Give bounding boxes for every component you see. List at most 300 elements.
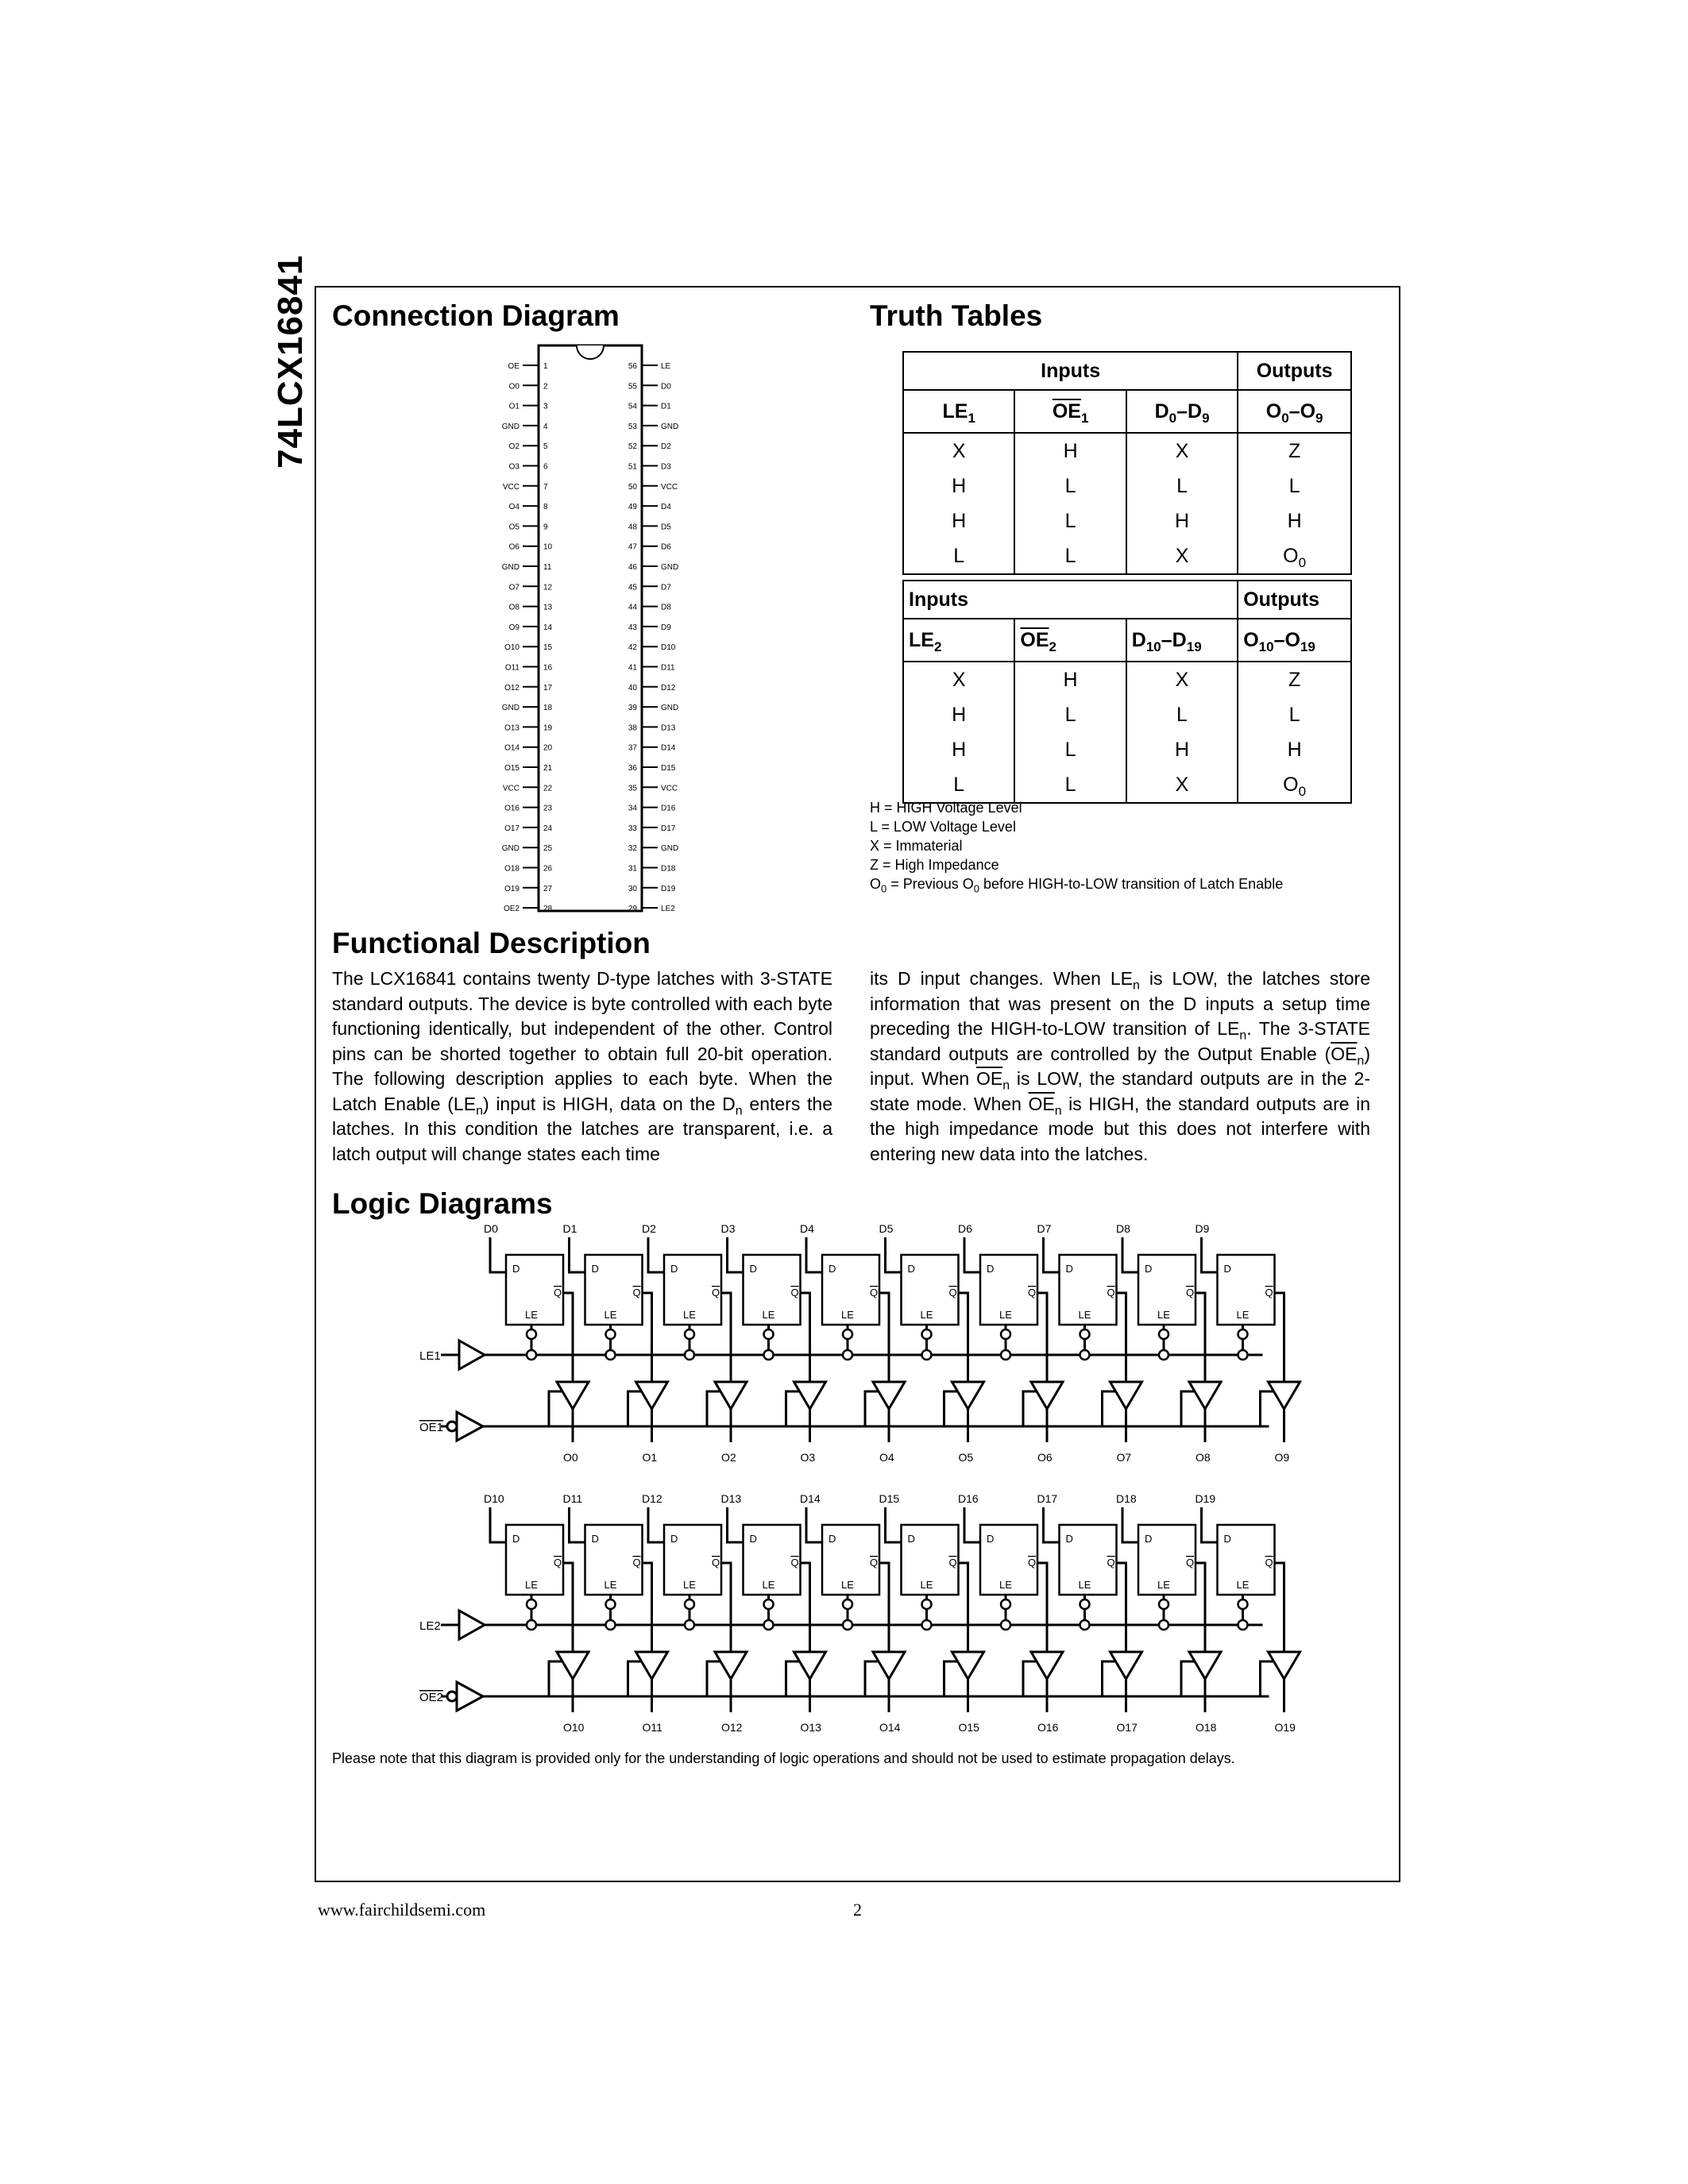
output-buffer [557,1652,589,1679]
latch-le-bubble [606,1599,616,1609]
output-label: O18 [1196,1721,1217,1734]
logic-diagrams-heading: Logic Diagrams [332,1187,553,1220]
pin-name: VCC [661,482,678,492]
connection-diagram [477,338,699,921]
latch-le-label: LE [999,1579,1012,1591]
pin-number: 47 [628,542,637,552]
pin-name: O11 [504,663,520,673]
latch-le-label: LE [841,1579,854,1591]
d-input-label: D9 [1195,1223,1210,1235]
ic-notch [577,345,604,359]
le-junction [1238,1350,1248,1360]
tt2-col-d: $D_{10}-D_{19}$ [1126,619,1238,662]
latch-q-label: Q [790,1557,799,1569]
latch-le-label: LE [999,1309,1012,1321]
pin-name: D16 [661,804,676,813]
d-input-label: D12 [642,1492,662,1505]
tt1-row: X H X Z [903,433,1351,469]
d-input-label: D1 [562,1223,577,1235]
truth-tables-heading: Truth Tables [870,299,1043,332]
latch-le-bubble [1080,1329,1090,1339]
diagram-note: Please note that this diagram is provided only for the understanding of logic operations and should not be used to estimate propagation delays. [332,1750,1235,1766]
le-junction [843,1350,852,1360]
pin-number: 12 [543,583,553,592]
latch-le-label: LE [683,1579,696,1591]
d-input-label: D6 [958,1223,972,1235]
pin-name: O13 [504,723,520,733]
pin-number: 7 [543,482,548,492]
d-input-label: D2 [642,1223,656,1235]
latch-le-bubble [1080,1599,1090,1609]
latch-q-label: Q [1186,1557,1195,1569]
le-junction [922,1350,932,1360]
pin-name: D1 [661,402,671,411]
latch-le-label: LE [1236,1309,1250,1321]
pin-name: O9 [508,623,520,632]
latch-d-label: D [670,1533,678,1545]
pin-number: 39 [628,704,637,713]
latch-q-label: Q [1028,1287,1037,1298]
oe-bubble [447,1422,457,1431]
pin-name: D5 [661,523,671,532]
latch-le-bubble [843,1329,852,1339]
pin-number: 55 [628,382,637,392]
pin-name: D2 [661,442,671,452]
connection-diagram-heading: Connection Diagram [332,299,620,332]
latch-le-bubble [922,1329,932,1339]
pin-number: 30 [628,884,637,893]
pin-name: GND [501,563,520,572]
latch-q-label: Q [1186,1287,1195,1298]
output-buffer [636,1382,668,1409]
latch-le-label: LE [762,1309,775,1321]
tt1-col-o: $O_0-O_9$ [1238,390,1351,433]
tt1-col-le: $LE_1$ [903,390,1014,433]
pin-name: D3 [661,462,671,472]
latch-q-label: Q [1265,1287,1273,1298]
latch-q-label: Q [554,1557,562,1569]
output-buffer [1189,1382,1221,1409]
pin-name: O1 [508,402,520,411]
pin-number: 4 [543,422,548,431]
latch-le-bubble [1238,1599,1248,1609]
latch-le-label: LE [920,1309,933,1321]
tt2-row: H L L L [903,697,1351,732]
pin-number: 13 [543,603,553,612]
pin-number: 25 [543,844,553,854]
output-label: O2 [721,1451,736,1464]
pin-name: O6 [508,542,520,552]
pin-number: 36 [628,764,637,773]
pin-name: O5 [508,523,520,532]
pin-number: 52 [628,442,637,452]
output-buffer [1031,1652,1063,1679]
pin-name: GND [661,704,679,713]
tt1-col-oe: $\overline{OE}_1$ [1014,390,1126,433]
pin-number: 8 [543,503,548,512]
oe-label: OE1 [419,1421,444,1434]
pin-number: 35 [628,784,637,793]
output-buffer [1031,1382,1063,1409]
latch-d-label: D [829,1533,836,1545]
pin-name: O16 [504,804,520,813]
latch-le-label: LE [683,1309,696,1321]
le-junction [1001,1620,1010,1630]
pin-number: 5 [543,442,548,452]
pin-number: 19 [543,723,553,733]
d-input-label: D11 [562,1492,583,1505]
pin-number: 41 [628,663,637,673]
pin-number: 42 [628,643,637,653]
pin-number: 37 [628,743,637,753]
pin-number: 27 [543,884,553,893]
latch-le-label: LE [1157,1309,1170,1321]
pin-number: 14 [543,623,553,632]
pin-number: 51 [628,462,637,472]
pin-number: 45 [628,583,637,592]
d-input-label: D17 [1037,1492,1058,1505]
tt1-row: H L H H [903,504,1351,538]
pin-name: D7 [661,583,671,592]
output-label: O1 [642,1451,658,1464]
footer-url: www.fairchildsemi.com [318,1900,486,1920]
latch-q-label: Q [1028,1557,1037,1569]
footer-page-number: 2 [853,1900,862,1920]
pin-number: 54 [628,402,637,411]
pin-number: 31 [628,864,637,874]
tt2-col-o: $O_{10}-O_{19}$ [1238,619,1351,662]
output-buffer [794,1652,826,1679]
latch-le-label: LE [604,1579,617,1591]
latch-d-label: D [591,1263,599,1275]
d-input-label: D13 [720,1492,742,1505]
pin-number: 43 [628,623,637,632]
tt2-col-oe: $\overline{OE}_2$ [1014,619,1126,662]
tt2-row: H L H H [903,732,1351,767]
tt1-outputs: Outputs [1238,352,1351,390]
oe-inverter [457,1682,483,1711]
pin-number: 26 [543,864,553,874]
le-junction [606,1620,616,1630]
output-label: O3 [800,1451,816,1464]
output-buffer [715,1652,747,1679]
pin-name: OE [508,362,520,371]
pin-name: O18 [504,864,520,874]
output-label: O19 [1274,1721,1296,1734]
latch-q-label: Q [712,1557,720,1569]
pin-number: 20 [543,743,553,753]
latch-le-bubble [527,1329,536,1339]
pin-number: 29 [628,905,637,914]
output-label: O7 [1116,1451,1132,1464]
output-label: O15 [958,1721,979,1734]
d-input-label: D10 [484,1492,504,1505]
pin-name: GND [661,563,679,572]
output-label: O5 [958,1451,974,1464]
latch-le-bubble [764,1599,774,1609]
d-input-label: D4 [800,1223,814,1235]
le-buffer [459,1611,485,1639]
output-label: O8 [1196,1451,1211,1464]
latch-le-bubble [1001,1599,1010,1609]
output-label: O9 [1274,1451,1290,1464]
output-buffer [1111,1652,1142,1679]
pin-name: O19 [504,884,520,893]
output-buffer [715,1382,747,1409]
latch-d-label: D [1065,1533,1073,1545]
pin-number: 23 [543,804,553,813]
output-buffer [1269,1652,1300,1679]
latch-q-label: Q [948,1557,957,1569]
latch-le-label: LE [920,1579,933,1591]
latch-le-bubble [843,1599,852,1609]
oe-label: OE2 [419,1691,444,1704]
pin-number: 33 [628,824,637,833]
latch-le-bubble [1238,1329,1248,1339]
latch-le-bubble [1159,1329,1168,1339]
pin-number: 11 [543,563,552,572]
pin-name: O15 [504,764,520,773]
d-input-label: D0 [484,1223,498,1235]
functional-description-heading: Functional Description [332,927,651,959]
d-input-label: D15 [879,1492,900,1505]
pin-name: GND [501,844,520,854]
le-label: LE2 [419,1619,441,1633]
latch-le-label: LE [1157,1579,1170,1591]
pin-number: 48 [628,523,637,532]
pin-name: D17 [661,824,676,833]
latch-le-label: LE [1078,1579,1091,1591]
pin-name: O10 [504,643,520,653]
le-junction [606,1350,616,1360]
output-label: O0 [563,1451,578,1464]
tt2-row: L L X $O_0$ [903,767,1351,803]
latch-d-label: D [987,1533,995,1545]
pin-number: 6 [543,462,548,472]
latch-le-bubble [527,1599,536,1609]
latch-d-label: D [1223,1533,1231,1545]
pin-name: D10 [661,643,676,653]
ic-body [539,345,642,914]
le-junction [685,1350,694,1360]
pin-number: 15 [543,643,553,653]
pin-name: D11 [661,663,675,673]
pin-number: 22 [543,784,553,793]
latch-d-label: D [1145,1533,1153,1545]
pin-name: O3 [508,462,520,472]
pin-number: 38 [628,723,637,733]
truth-table-2 [902,580,1352,804]
d-input-label: D14 [800,1492,821,1505]
latch-d-label: D [749,1533,757,1545]
tt2-col-le: $LE_2$ [903,619,1014,662]
logic-row-2 [419,1492,1300,1734]
pin-name: VCC [661,784,678,793]
pin-name: VCC [502,482,520,492]
output-label: O13 [800,1721,821,1734]
pin-name: GND [501,704,520,713]
pin-name: O7 [508,583,520,592]
oe-bubble [447,1692,457,1701]
pin-number: 46 [628,563,637,572]
output-buffer [636,1652,668,1679]
pin-number: 1 [543,362,548,371]
pin-number: 28 [543,905,553,914]
pin-name: O2 [508,442,520,452]
pin-name: O8 [508,603,520,612]
le-junction [1080,1350,1090,1360]
tt1-row: H L L L [903,469,1351,504]
pin-name: O4 [508,503,520,512]
pin-number: 56 [628,362,637,371]
tt2-row: X H X Z [903,662,1351,697]
output-buffer [557,1382,589,1409]
d-input-label: D7 [1037,1223,1052,1235]
latch-le-bubble [764,1329,774,1339]
latch-le-bubble [1001,1329,1010,1339]
logic-row-1 [419,1223,1300,1464]
pin-name: GND [661,422,679,431]
pin-number: 49 [628,503,637,512]
output-buffer [1111,1382,1142,1409]
latch-d-label: D [670,1263,678,1275]
tt1-row: L L X $O_0$ [903,538,1351,574]
d-input-label: D3 [720,1223,736,1235]
pin-name: OE2 [503,905,520,914]
functional-paragraph-2: its D input changes. When $LE_n$ is LOW, the latches store information that was present on the D inputs a setup time preceding the HIGH-to-LOW transition of $LE_n$. The 3-STATE standard outputs are controlled by the Output Enable $(\overline{OE}_n)$ input. When $\overline{OE}_n$ is LOW, the standard outputs are in the 2-state mode. When $\overline{OE}_n$ is HIGH, the standard outputs are in the high impedance mode but this does not interfere with entering new data into the latches. [870,968,1370,1164]
tt1-col-d: $D_0-D_9$ [1126,390,1238,433]
output-buffer [952,1652,984,1679]
pin-name: D19 [661,884,676,893]
output-label: O16 [1037,1721,1059,1734]
latch-d-label: D [1145,1263,1153,1275]
latch-d-label: D [591,1533,599,1545]
pin-number: 40 [628,683,637,693]
pin-name: D9 [661,623,671,632]
pin-name: D14 [661,743,676,753]
latch-le-label: LE [525,1309,538,1321]
le-junction [1238,1620,1248,1630]
latch-d-label: D [829,1263,836,1275]
le-junction [527,1350,536,1360]
output-label: O10 [563,1721,585,1734]
latch-d-label: D [907,1263,915,1275]
truth-table-1 [902,351,1352,575]
pin-name: GND [661,844,679,854]
pin-name: LE [661,362,671,371]
latch-le-bubble [922,1599,932,1609]
latch-q-label: Q [1265,1557,1273,1569]
pins-left [502,362,553,913]
output-label: O6 [1037,1451,1053,1464]
output-buffer [1189,1652,1221,1679]
tt2-inputs: Inputs [903,581,1238,619]
pin-name: D13 [661,723,676,733]
le-junction [685,1620,694,1630]
latch-le-label: LE [1078,1309,1091,1321]
pin-number: 16 [543,663,553,673]
latch-le-label: LE [762,1579,775,1591]
output-label: O11 [642,1721,662,1734]
pin-number: 24 [543,824,553,833]
tt2-outputs: Outputs [1238,581,1351,619]
latch-q-label: Q [948,1287,957,1298]
latch-le-bubble [685,1599,694,1609]
d-input-label: D19 [1195,1492,1216,1505]
latch-d-label: D [1223,1263,1231,1275]
output-label: O17 [1116,1721,1138,1734]
oe-inverter [457,1412,483,1441]
pin-name: LE2 [661,905,675,914]
le-junction [764,1620,774,1630]
pin-name: D6 [661,542,671,552]
pin-number: 17 [543,683,553,693]
latch-d-label: D [512,1533,520,1545]
output-label: O4 [879,1451,894,1464]
latch-q-label: Q [870,1287,879,1298]
le-junction [922,1620,932,1630]
pin-name: D4 [661,503,671,512]
le-junction [1159,1620,1168,1630]
tt1-inputs: Inputs [903,352,1238,390]
logic-diagram [397,1223,1366,1755]
functional-paragraph-1: The LCX16841 contains twenty D-type latches with 3-STATE standard outputs. The device is byte controlled with each byte functioning identically, but independent of the other. Control pins can be shorted together to obtain full 20-bit operation. The following description applies to each byte. When the Latch Enable $(LE_n)$ input is HIGH, data on the $D_n$ enters the latches. In this condition the latches are transparent, i.e. a latch output will change states each time [332,968,832,1164]
pin-number: 2 [543,382,548,392]
d-input-label: D18 [1116,1492,1137,1505]
latch-le-bubble [685,1329,694,1339]
pin-name: D15 [661,764,676,773]
latch-le-label: LE [604,1309,617,1321]
pin-number: 53 [628,422,637,431]
output-buffer [873,1652,905,1679]
le-buffer [459,1341,485,1369]
output-buffer [794,1382,826,1409]
latch-le-label: LE [525,1579,538,1591]
pin-number: 50 [628,482,637,492]
pin-number: 32 [628,844,637,854]
d-input-label: D8 [1116,1223,1130,1235]
output-buffer [1269,1382,1300,1409]
pin-name: VCC [502,784,520,793]
output-buffer [952,1382,984,1409]
latch-q-label: Q [1107,1557,1115,1569]
pin-number: 18 [543,704,553,713]
latch-d-label: D [749,1263,757,1275]
pin-number: 21 [543,764,553,773]
pin-number: 10 [543,542,553,552]
side-part-number: 74LCX16841 [271,254,310,469]
latch-d-label: D [512,1263,520,1275]
output-label: O12 [721,1721,743,1734]
pin-number: 34 [628,804,637,813]
pin-name: GND [501,422,520,431]
pin-name: D12 [661,683,676,693]
pin-name: D8 [661,603,671,612]
latch-q-label: Q [1107,1287,1115,1298]
pin-name: O12 [504,683,520,693]
pin-name: D0 [661,382,671,392]
latch-d-label: D [1065,1263,1073,1275]
latch-le-bubble [1159,1599,1168,1609]
latch-q-label: Q [712,1287,720,1298]
le-junction [527,1620,536,1630]
le-junction [1080,1620,1090,1630]
pin-name: D18 [661,864,676,874]
pin-number: 9 [543,523,548,532]
d-input-label: D5 [879,1223,894,1235]
latch-le-label: LE [841,1309,854,1321]
output-label: O14 [879,1721,901,1734]
